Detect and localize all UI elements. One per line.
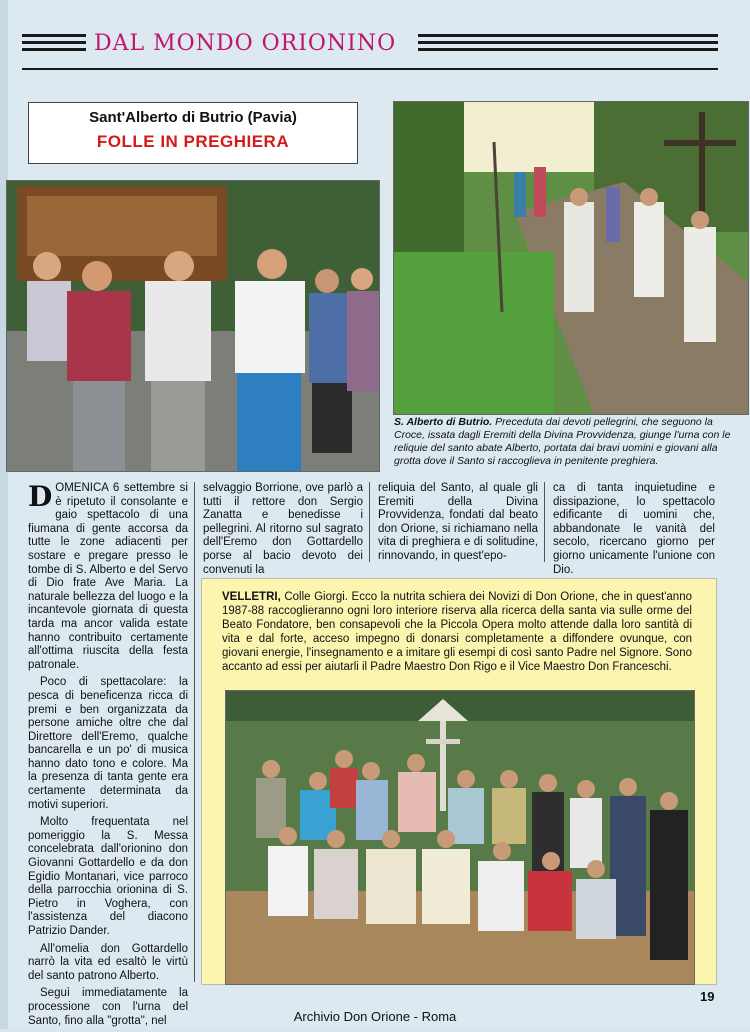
photo-novices-group (225, 690, 695, 985)
photo-caption (394, 416, 746, 468)
masthead-divider (22, 68, 718, 70)
photo-procession-illustration (394, 102, 748, 414)
drop-cap: D (28, 480, 53, 513)
article-column-3 (378, 482, 538, 568)
page-spine (0, 0, 8, 1029)
caption-text: Preceduta dai devoti pellegrini, che seguono la Croce, issata dagli Eremiti della Divina Provvidenza, giunge l'urna con le reliquie del santo abate Alberto, portata dai bravi uomini e giovani alla grotta dove il Santo si raccoglieva in penitente preghiera. (394, 416, 731, 467)
headline-title: FOLLE IN PREGHIERA (96, 132, 290, 151)
velletri-body: Colle Giorgi. Ecco la nutrita schiera dei Novizi di Don Orione, che in quest'anno 1987-88 raccoglieranno ogni loro interiore riserva alla ricerca della santa via sulle orme del Beato Fondatore, ben consapevoli che la Piccola Opera molto attende dalla loro santità di vita e dal forte, acceso impegno di donarsi completamente a diffondere ovunque, con giovani energie, l'insegnamento e a imitare gli esempi di così santo Padre nel Signore. Sono accanto ad essi per aiutarli il Padre Maestro Don Rigo e il Vice Maestro Don Franceschi. (222, 591, 692, 673)
photo-urn-bearers-illustration (7, 181, 379, 471)
column-divider (369, 482, 370, 562)
photo-procession (393, 101, 749, 415)
article-paragraph: reliquia del Santo, al quale gli Eremiti della Divina Provvidenza, fondati dal beato don Orione, si richiamano nella vita di preghiera e di solitudine, rinnovando, in quest'epo- (378, 482, 538, 562)
column-divider (194, 482, 195, 982)
article-paragraph: Molto frequentata nel pomeriggio la S. Messa concelebrata dall'orionino don Giovanni Gottardello e da don Egidio Montanari, vice parroco della parrocchia orionina di S. Pietro in Voghera, con l'assistenza del diacono Patrizio Dander. (28, 816, 188, 937)
page-number: 19 (700, 989, 715, 1004)
article-column-1 (28, 482, 188, 1032)
article-column-2 (203, 482, 363, 581)
article-paragraph: All'omelia don Gottardello narrò la vita ed esaltò le virtù del santo patrono Alberto. (28, 942, 188, 982)
paragraph-text: OMENICA 6 settembre si è ripetuto il consolante e gaio spettacolo di una fiumana di gente accorsa da tutte le zone adiacenti per sostare e pregare presso le tombe di S. Alberto e del Servo di Dio frate Ave Maria. La naturale bellezza del luogo e la incantevole giornata di questa tarda ma ancor valida estate hanno contribuito certamente all'ottima riuscita della festa patronale. (28, 482, 188, 671)
article-paragraph: selvaggio Borrione, ove parlò a tutti il rettore don Sergio Zanatta e benedisse i pellegrini. Al ritorno sul sagrato dell'Eremo don Gottardello porse al bacio devoto dei convenuti la (203, 482, 363, 576)
velletri-text (222, 590, 692, 674)
article-paragraph (28, 482, 188, 672)
masthead (22, 28, 718, 72)
article-column-4 (553, 482, 715, 581)
column-divider (544, 482, 545, 562)
article-paragraph: Poco di spettacolare: la pesca di beneficenza ricca di premi e ben organizzata da persone amiche oltre che dal Direttore dell'Eremo, qualche bancarella e un po' di musica hanno dato tono e colore. Ma la presenza di tanta gente era certamente determinata da motivi superiori. (28, 676, 188, 811)
photo-urn-bearers (6, 180, 380, 472)
photo-novices-illustration (226, 691, 694, 984)
masthead-rules-left (22, 34, 86, 55)
article-paragraph: Seguì immediatamente la processione con l'urna del Santo, fino alla "grotta", nel (28, 987, 188, 1027)
caption-lead: S. Alberto di Butrio. (394, 416, 493, 428)
masthead-rules-right (418, 34, 718, 55)
section-title: DAL MONDO ORIONINO (94, 31, 397, 56)
velletri-lead: VELLETRI, (222, 591, 281, 603)
archive-footer: Archivio Don Orione - Roma (293, 1009, 457, 1024)
article-paragraph: ca di tanta inquietudine e dissipazione, lo spettacolo edificante di uomini che, abbandonate le vanità del secolo, ricercano giorno per giorno unicamente l'unione con Dio. (553, 482, 715, 576)
article-headline (28, 102, 358, 164)
headline-place: Sant'Alberto di Butrio (Pavia) (89, 109, 297, 126)
